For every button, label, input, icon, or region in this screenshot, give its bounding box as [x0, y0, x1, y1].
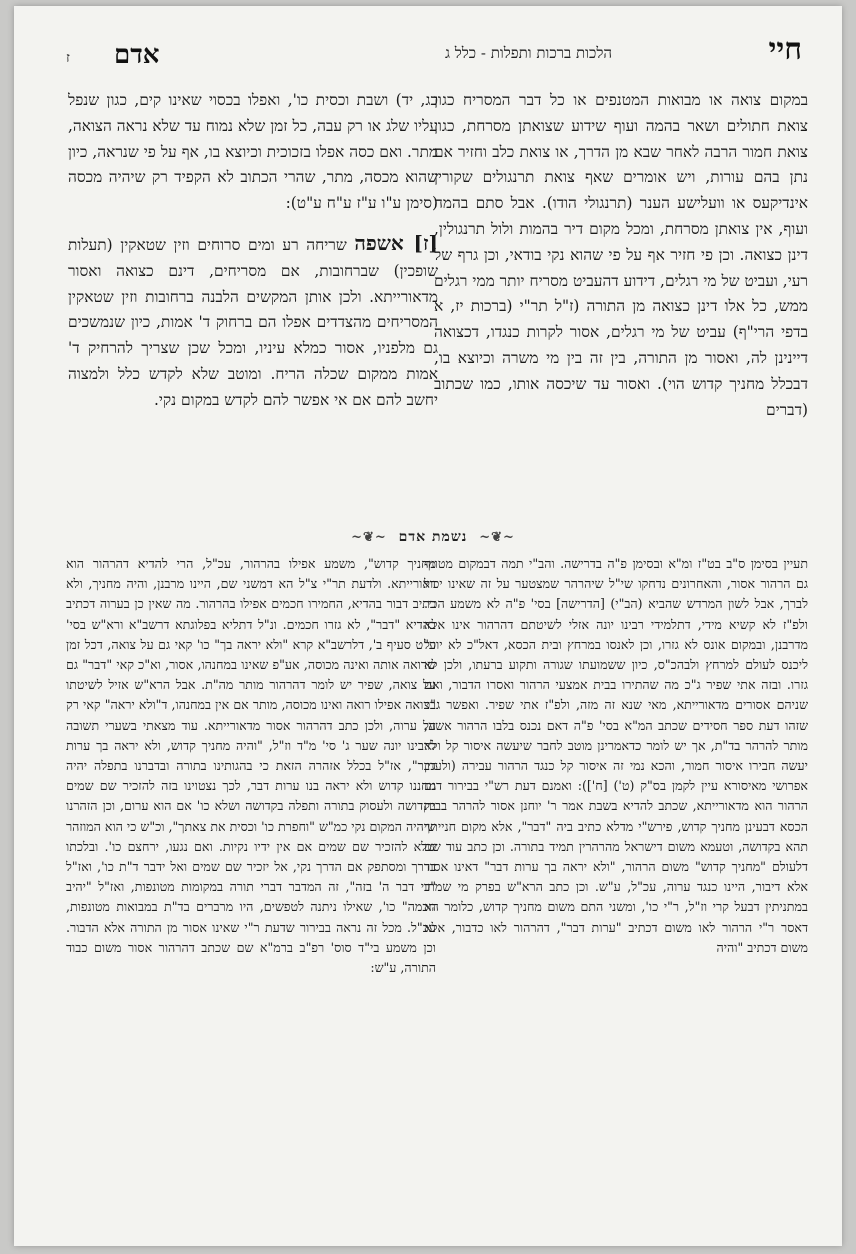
commentary-left-column [66, 554, 436, 1224]
page-header [44, 32, 802, 80]
main-paragraph-left-2 [68, 231, 438, 414]
page-number: ז [66, 50, 70, 66]
commentary-text-right: תעיין בסימן ס"ב בט"ז ומ"א ובסימן פ"ה בדרישה. והב"י תמה דבמקום מטונף גם הרהור אסור, והאחרונים נדחקו שי"ל שיהרהר שמצטער על זה שאינו יכול לברך, אבל לשון המרדש שהביא (הב"י) [הדרישה] בסי' פ"ה לא משמע הכי. ולפ"ז לא קשיא מידי, דתלמידי רבינו יונה אזלי לשיטתם דהרהור אינו אלא מדרבנן, ובמקום אונס לא גזרו, וכן לאנסו במרחץ ובית הכסא, דאל"כ לא יוכל ליכנס לעולם למרחץ ולבהכ"ס, כיון ששמועתו שגורה ותקוע ברעתו, ולכן לא גזרו. ובזה אתי שפיר ג"כ מה שהתירו בבית אמצעי הרהור ואסרו הדבור, ואם שניהם אסורים מדאורייתא, מאי שנא זה מזה, ולפ"ז אתי שפיר. ואפשר ג"כ שזהו דעת ספר חסידים שכתב המ"א בסי' פ"ה דאם נכנס בלבו הרהור אשה, מותר להרהר בד"ת, אך יש לומר כדאמרינן מוטב לחבר שיעשה איסור קל ולא יעשה חבירו איסור חמור, והכא נמי זה איסור קל כנגד הרהור עבירה (ולענין אפרושי מאיסורא עיין לקמן בס"ק (ט') [ח']): ואמנם דעת רש"י בבירור דגם הרהור הוא מדאורייתא, שכתב להדיא בשבת אמר ר' יוחנן אסור להרהר בבית הכסא דבעינן מחניך קדוש, פירש"י מדלא כתיב ביה "דבר", אלא מקום חנייתך תהא בקדושה, וטעמא משום דישראל מהרהרין תמיד בתורה. וכן כתב עוד שם דלעולם "מחניך קדוש" משום הרהור, "ולא יראה בך ערות דבר" דאינו אסור אלא דיבור, היינו כנגד ערוה, עכ"ל, ע"ש. וכן כתב הרא"ש בפרק מי שמתו במתניתין דבעל קרי וז"ל, ר"י כו', ומשני התם משום מחניך קדוש, כלומר הא דאסר ר"י הרהור לאו משום דכתיב "ערות דבר", דהרהור לאו כדבור, אלא משום דכתיב "והיה [424, 556, 808, 955]
main-text-right-column [434, 88, 808, 488]
ornament-icon: ~❦~ [479, 530, 515, 545]
commentary-divider [64, 529, 802, 549]
main-paragraph-right: במקום צואה או מבואות המטנפים או כל דבר המסריח כגון צואת חתולים ושאר בהמה ועוף שידוע שצואתן מסרחת, כגון צואת חמור הרבה לאחר שבא מן הדרך, או צואת כלב וחזיר אם נתן בהם עורות, ויש אומרים שאף צואת תרנגולים שקורין אינדיקעס או וועלישע הענר (תרנגולי הודו). אבל סתם בהמה ועוף, אין צואתן מסרחת, ומכל מקום דיר בהמות ולול תרנגולין, דינן כצואה. וכן פי חזיר אף על פי שהוא נקי בודאי, וכן גרף של רעי, ועביט של מי רגלים, דידוע דהעביט מסריח יותר ממי רגלים ממש, כל אלו דינן כצואה מן התורה (ז"ל תר"י (ברכות יז, א בדפי הרי"ף) עביט של מי רגלים, אסור לקרות כנגדו, דכצואה דיינינן לה, ואסור מן התורה, בין זה בין מי משרה וכיוצא בו, דבכלל מחניך קדוש הוי). ואסור עד שיכסה אותו, כמו שכתוב (דברים [434, 91, 808, 419]
section-lead-word: [ז] אשפה [354, 230, 438, 255]
ornament-icon: ~❦~ [351, 530, 387, 545]
commentary-title: נשמת אדם [398, 529, 468, 545]
book-page [14, 6, 842, 1246]
section-7-text: שריחה רע ומים סרוחים וזין שטאקין (תעלות שופכין) שברחובות, אם מסריחים, דינם כצואה ואסור מדאורייתא. ולכן אותן המקשים הלבנה ברחובות וזין שטאקין המסריחים מהצדדים אפלו הם ברחוק ד' אמות, כיון שנמשכים גם מלפניו, אסור כמלא עיניו, ומכל שכן שצריך להרחיק ד' אמות ממקום שכלה הריח. ומוטב שלא לקדש כלל ולמצוה יחשב להם אם אי אפשר להם לקדש במקום נקי. [68, 235, 438, 409]
header-section-title: הלכות ברכות ותפלות - כלל ג [445, 44, 612, 62]
main-text-left-column [68, 88, 438, 488]
main-paragraph-left-1: כג, יד) ושבת וכסית כו', ואפלו בכסוי שאינו קים, כגון שנפל עליו שלג או רק עבה, כל זמן שלא נמוח עד שלא נראה הצואה, מתר. ואם כסה אפלו בזכוכית וכיוצא בו, אף על פי שנראה, כיון שהוא מכסה, מתר, שהרי הכתוב לא הקפיד רק שיהיה מכסה (סימן ע"ו ע"ז ע"ח ע"ט): [68, 91, 438, 213]
commentary-text-left: מחניך קדוש", משמע אפילו בהרהור, עכ"ל, הרי להדיא דהרהור הוא דאורייתא. ולדעת תר"י צ"ל הא דמשני שם, היינו מרבנן, והיה מחניך, ולא כתיב דבור בהדיא, החמירו חכמים אפילו בהרהור. מה שאין כן בערוה דכתיב בהדיא "דבר", לא גזרו חכמים. ונ"ל דתליא בפלוגתא דרשב"א ורא"ש בסי' ע"ט סעיף ב', דלרשב"א קרא "ולא יראה בך" כו' קאי גם על צואה, דכל זמן שרואה אותה ואינה מכוסה, אע"פ שאינו במחנהו, אסור, וא"כ קאי "דבר" גם על צואה, שפיר יש לומר דהרהור מותר מה"ת. אבל הרא"ש אזיל לשיטתו בצואה אפילו רואה ואינו מכוסה, מותר אם אין במחנהו, ד"ולא יראה" קאי רק על ערוה, ולכן כתב דהרהור אסור מדאורייתא. עוד מצאתי בשערי תשובה לרבינו יונה שער ג' סי' מ"ד וז"ל, "והיה מחניך קדוש, ולא יראה בך ערות דבר", אז"ל בכלל אזהרה הזאת כי בהגותינו בתורה ובדברנו בתפלה יהיה מחננו קדוש ולא יראה בנו ערות דבר, לכך נצטוינו בזה להזכיר שם שמים בקדושה ולעסוק בתורה ותפלה בקדושה ושלא כו' אם הוא ערום, וכן הזהרנו שיהיה המקום נקי כמ"ש "וחפרת כו' וכסית את צאתך", וכ"ש כי הוא המוזהר שלא להזכיר שם שמים אם אין ידיו נקיות. ואם נגעו, ירחצם כו'. ובלכתו בדרך ומסתפק אם הדרך נקי, אל יזכיר שם שמים ואל ידבר ד"ת כו', ואז"ל "כי דבר ה' בזה", זה המדבר דברי תורה במקומות מטונפות, ואז"ל "יהיב חכמה" כו', שאילו ניתנה לטפשים, היו מרברים בד"ת במבואות מטונפות, עכ"ל. מכל זה נראה בבירור שדעת ר"י שאינו אסור מן התורה אלא הדבור. וכן משמע בי"ד סוס' רפ"ב ברמ"א שם שכתב דהרהור אסור משום כבוד התורה, ע"ש: [66, 556, 436, 976]
header-book-title-2: אדם [114, 40, 160, 70]
header-book-title: חיי [768, 32, 802, 67]
commentary-right-column [424, 554, 808, 1224]
